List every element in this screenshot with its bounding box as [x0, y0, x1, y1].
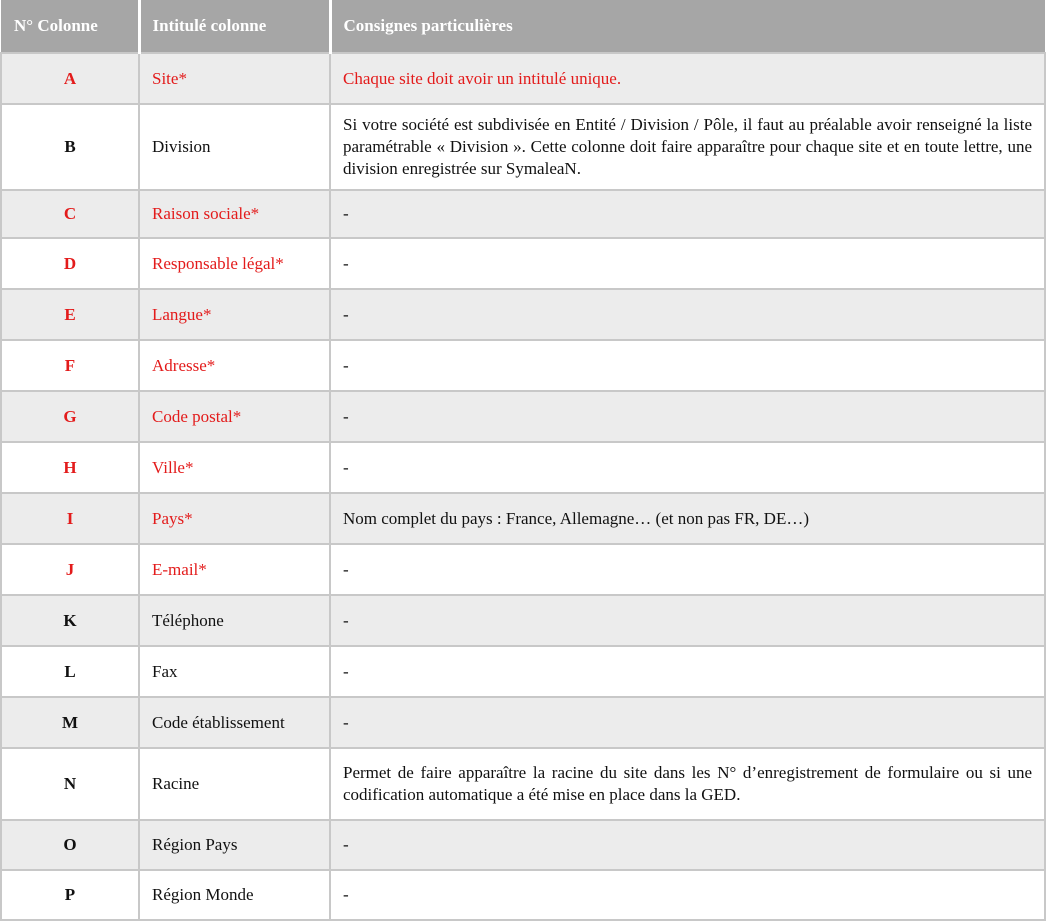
row-column-title: Raison sociale*	[139, 190, 330, 238]
row-instructions: Nom complet du pays : France, Allemagne… (et non pas FR, DE…)	[330, 493, 1045, 544]
table-row	[1, 391, 1045, 442]
row-instructions: -	[330, 544, 1045, 595]
row-column-letter: C	[1, 190, 139, 238]
table-row	[1, 697, 1045, 748]
table-row	[1, 646, 1045, 697]
row-instructions: Chaque site doit avoir un intitulé unique.	[330, 53, 1045, 104]
row-column-title: Langue*	[139, 289, 330, 340]
row-column-title: Racine	[139, 748, 330, 820]
row-column-title: Région Monde	[139, 870, 330, 920]
table-row	[1, 190, 1045, 238]
row-column-title: Division	[139, 104, 330, 190]
row-instructions: -	[330, 238, 1045, 289]
row-instructions: -	[330, 697, 1045, 748]
row-column-letter: G	[1, 391, 139, 442]
row-column-title: E-mail*	[139, 544, 330, 595]
row-instructions: -	[330, 442, 1045, 493]
table-row	[1, 340, 1045, 391]
row-column-title: Téléphone	[139, 595, 330, 646]
row-column-title: Adresse*	[139, 340, 330, 391]
row-column-letter: H	[1, 442, 139, 493]
row-column-letter: A	[1, 53, 139, 104]
row-column-title: Code établissement	[139, 697, 330, 748]
row-instructions: Si votre société est subdivisée en Entité / Division / Pôle, il faut au préalable avoir renseigné la liste paramétrable « Division ». Cette colonne doit faire apparaître pour chaque site et en toute lettre, une division enregistrée sur SymaleaN.	[330, 104, 1045, 190]
row-column-title: Responsable légal*	[139, 238, 330, 289]
header-instructions: Consignes particulières	[330, 0, 1045, 53]
table-row	[1, 595, 1045, 646]
row-instructions: -	[330, 289, 1045, 340]
table-header	[1, 0, 1045, 53]
table-body	[1, 53, 1045, 920]
header-column-number: N° Colonne	[1, 0, 139, 53]
row-instructions: Permet de faire apparaître la racine du site dans les N° d’enregistrement de formulaire ou si une codification automatique a été mise en place dans la GED.	[330, 748, 1045, 820]
row-instructions: -	[330, 340, 1045, 391]
row-column-title: Code postal*	[139, 391, 330, 442]
row-instructions: -	[330, 870, 1045, 920]
row-column-letter: N	[1, 748, 139, 820]
row-column-letter: O	[1, 820, 139, 870]
row-column-letter: B	[1, 104, 139, 190]
table-row	[1, 442, 1045, 493]
row-instructions: -	[330, 820, 1045, 870]
row-instructions: -	[330, 391, 1045, 442]
row-column-letter: F	[1, 340, 139, 391]
row-column-letter: E	[1, 289, 139, 340]
row-instructions: -	[330, 190, 1045, 238]
row-instructions: -	[330, 646, 1045, 697]
row-column-letter: P	[1, 870, 139, 920]
row-column-letter: L	[1, 646, 139, 697]
row-column-letter: D	[1, 238, 139, 289]
row-column-title: Ville*	[139, 442, 330, 493]
row-column-letter: I	[1, 493, 139, 544]
table-row	[1, 544, 1045, 595]
row-column-letter: K	[1, 595, 139, 646]
table-row	[1, 493, 1045, 544]
table-row	[1, 289, 1045, 340]
row-column-title: Site*	[139, 53, 330, 104]
table-row	[1, 748, 1045, 820]
table-row	[1, 870, 1045, 920]
row-column-letter: M	[1, 697, 139, 748]
table-row	[1, 820, 1045, 870]
header-column-title: Intitulé colonne	[139, 0, 330, 53]
row-column-letter: J	[1, 544, 139, 595]
table-row	[1, 53, 1045, 104]
table-row	[1, 238, 1045, 289]
header-row	[1, 0, 1045, 53]
row-column-title: Fax	[139, 646, 330, 697]
row-column-title: Région Pays	[139, 820, 330, 870]
row-instructions: -	[330, 595, 1045, 646]
row-column-title: Pays*	[139, 493, 330, 544]
table-row	[1, 104, 1045, 190]
